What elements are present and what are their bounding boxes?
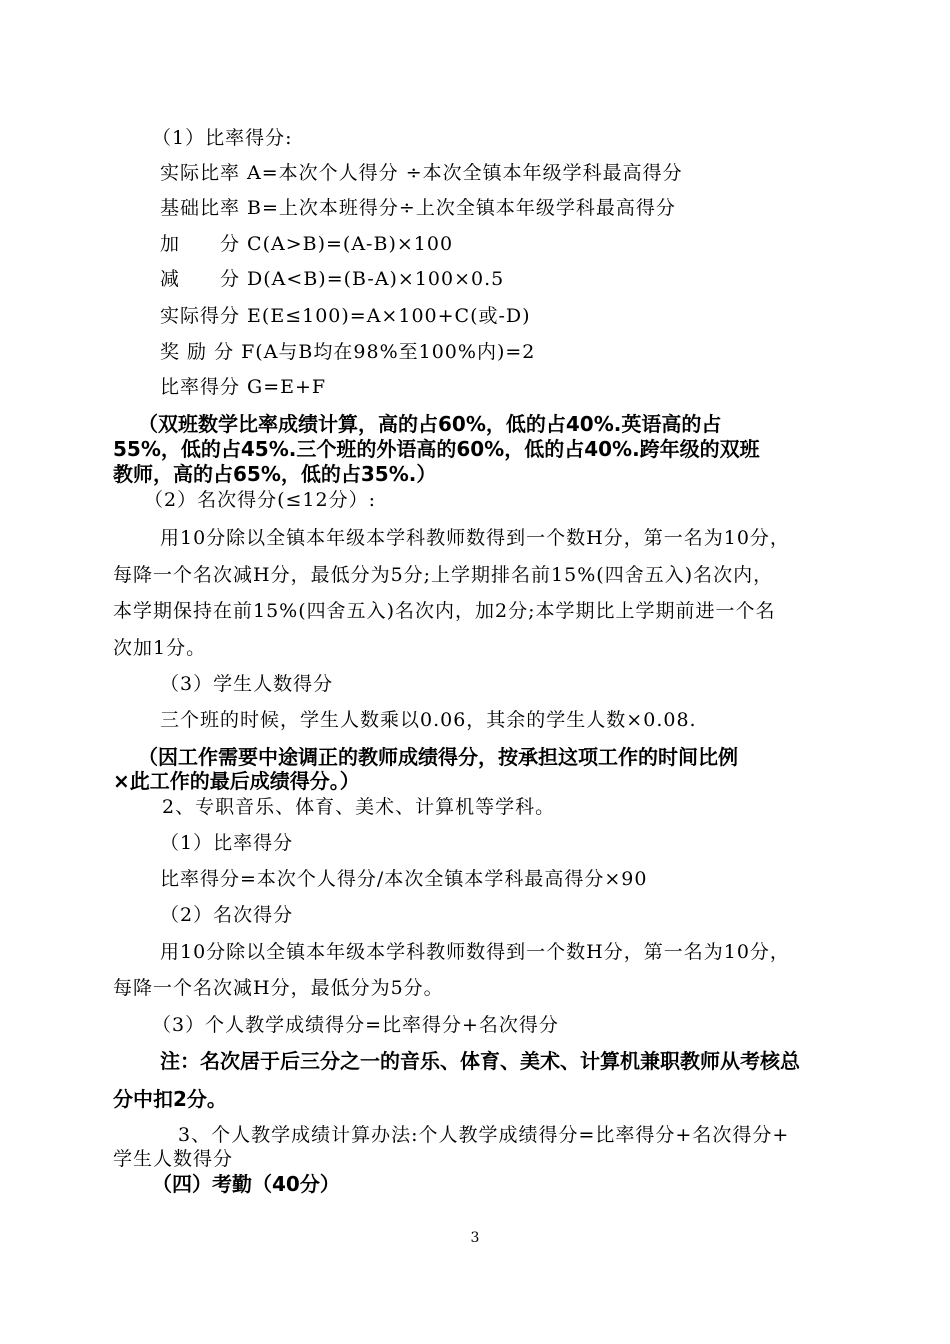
- text-line: 三个班的时候，学生人数乘以0.06，其余的学生人数×0.08.: [160, 709, 697, 731]
- text-line: 比率得分=本次个人得分/本次全镇本学科最高得分×90: [160, 868, 648, 890]
- text-line: 实际得分 E(E≤100)=A×100+C(或-D): [160, 305, 531, 327]
- section-heading: （四）考勤（40分）: [152, 1172, 340, 1196]
- text-line: 教师，高的占65%，低的占35%.）: [113, 462, 437, 486]
- text-line: （3）个人教学成绩得分=比率得分+名次得分: [152, 1014, 559, 1036]
- text-line: 基础比率 B=上次本班得分÷上次全镇本年级学科最高得分: [160, 197, 676, 219]
- text-line: 实际比率 A=本次个人得分 ÷本次全镇本年级学科最高得分: [160, 162, 683, 184]
- text-line: 每降一个名次减H分，最低分为5分。: [113, 977, 444, 999]
- text-line: 奖 励 分 F(A与B均在98%至100%内)=2: [160, 341, 536, 363]
- text-line: 比率得分 G=E+F: [160, 376, 327, 398]
- text-line: 减 分 D(A<B)=(B-A)×100×0.5: [160, 268, 505, 290]
- text-line: （3）学生人数得分: [160, 673, 334, 695]
- text-line: 用10分除以全镇本年级本学科教师数得到一个数H分，第一名为10分，: [160, 527, 790, 549]
- text-line: 分中扣2分。: [113, 1087, 227, 1111]
- text-line: 学生人数得分: [113, 1148, 234, 1170]
- text-line: ×此工作的最后成绩得分。）: [113, 769, 360, 793]
- text-line: 次加1分。: [113, 637, 207, 659]
- text-line: 2、专职音乐、体育、美术、计算机等学科。: [162, 796, 556, 818]
- text-line: （1）比率得分: [160, 832, 294, 854]
- text-line: 注：名次居于后三分之一的音乐、体育、美术、计算机兼职教师从考核总: [160, 1049, 800, 1073]
- text-line: 每降一个名次减H分，最低分为5分;上学期排名前15%(四舍五入)名次内，: [113, 564, 774, 586]
- text-line: （2）名次得分(≤12分）:: [144, 489, 376, 511]
- text-line: 用10分除以全镇本年级本学科教师数得到一个数H分，第一名为10分，: [160, 941, 790, 963]
- text-line: （双班数学比率成绩计算，高的占60%，低的占40%.英语高的占: [138, 412, 722, 436]
- text-line: （1）比率得分:: [152, 127, 293, 149]
- text-line: 加 分 C(A>B)=(A-B)×100: [160, 233, 454, 255]
- text-line: 55%，低的占45%.三个班的外语高的60%，低的占40%.跨年级的双班: [113, 437, 760, 461]
- text-line: （2）名次得分: [160, 904, 294, 926]
- text-line: （因工作需要中途调正的教师成绩得分，按承担这项工作的时间比例: [138, 745, 738, 769]
- text-line: 3、个人教学成绩计算办法:个人教学成绩得分=比率得分+名次得分+: [178, 1124, 790, 1146]
- page-number: 3: [470, 1230, 480, 1246]
- text-line: 本学期保持在前15%(四舍五入)名次内，加2分;本学期比上学期前进一个名: [113, 600, 776, 622]
